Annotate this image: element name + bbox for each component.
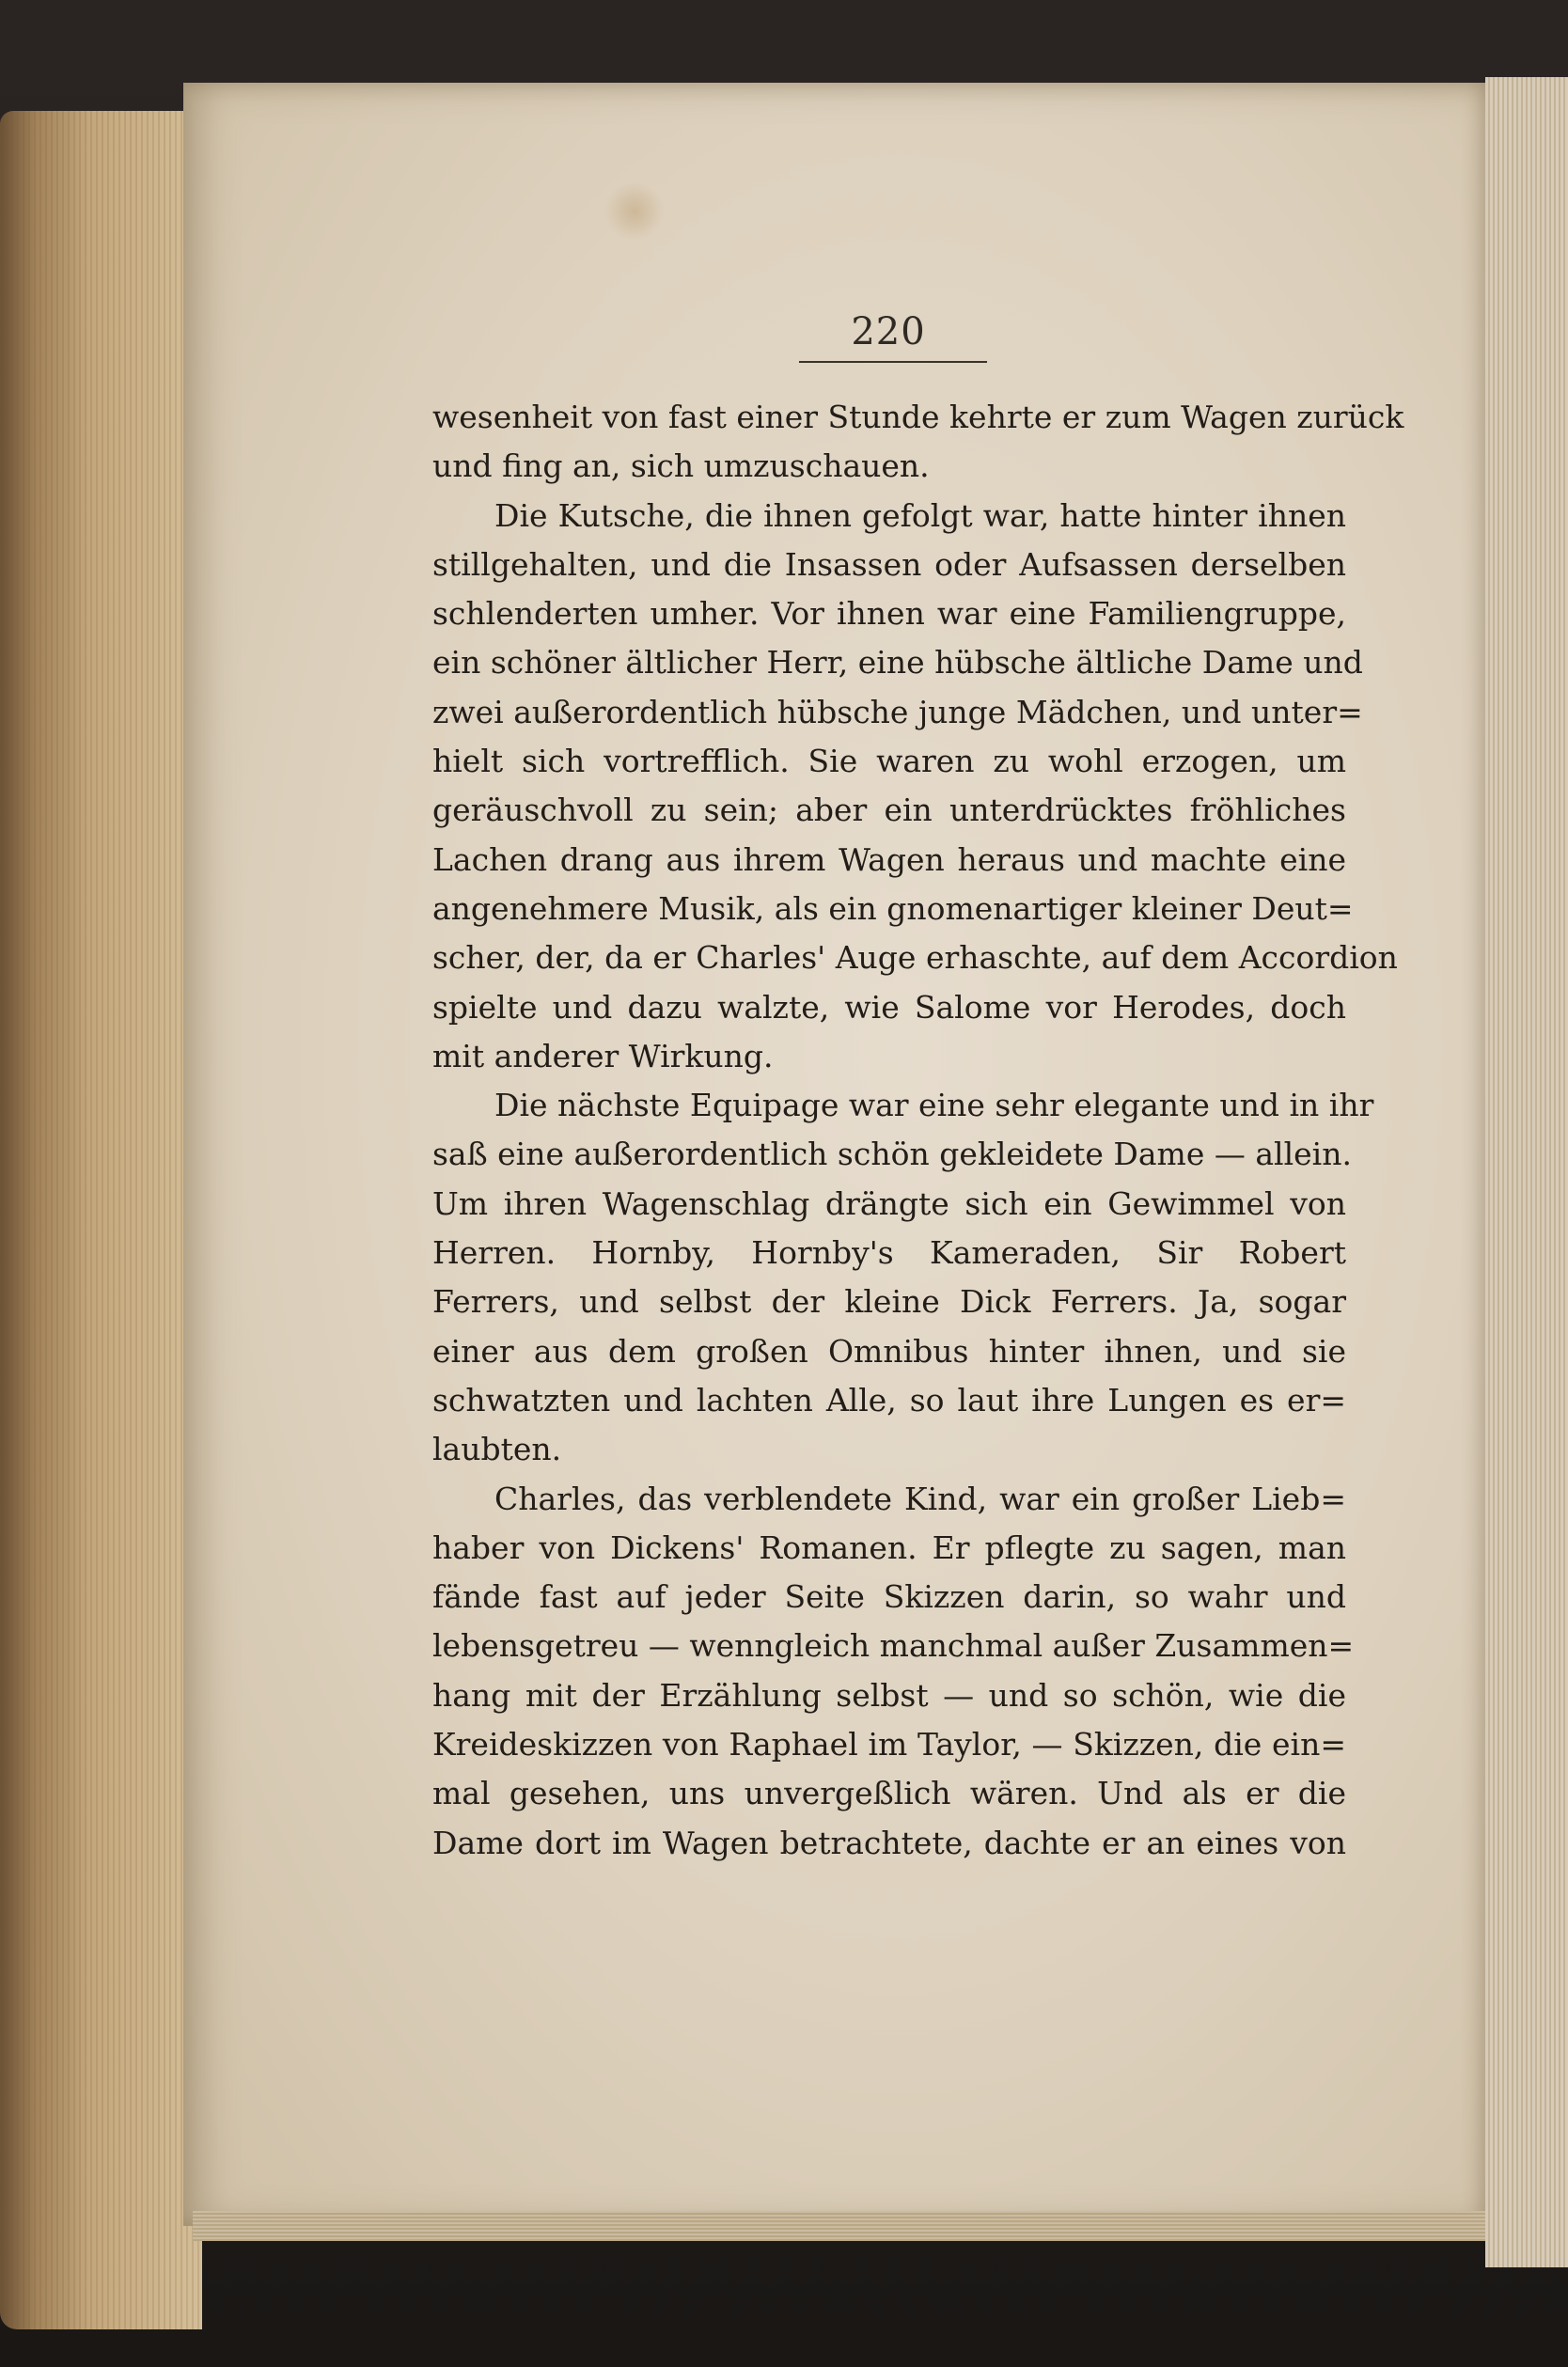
text-line: Die nächste Equipage war eine sehr elegante und in ihr (494, 1087, 1374, 1124)
text-line: und fing an, sich umzuschauen. (432, 447, 930, 485)
text-line: Dame dort im Wagen betrachtete, dachte er an eines von (432, 1824, 1346, 1861)
text-line: Lachen drang aus ihrem Wagen heraus und machte eine (432, 840, 1346, 878)
text-line: hielt sich vortrefflich. Sie waren zu wohl erzogen, um (432, 743, 1346, 780)
text-line: angenehmere Musik, als ein gnomenartiger kleiner Deut= (432, 889, 1354, 927)
text-line: Charles, das verblendete Kind, war ein großer Lieb= (494, 1480, 1346, 1517)
text-line: mit anderer Wirkung. (432, 1037, 774, 1074)
text-line: Um ihren Wagenschlag drängte sich ein Gewimmel von (432, 1184, 1346, 1222)
text-line: saß eine außerordentlich schön gekleidete Dame — allein. (432, 1136, 1352, 1173)
text-line: fände fast auf jeder Seite Skizzen darin, so wahr und (432, 1578, 1346, 1616)
text-line: Ferrers, und selbst der kleine Dick Ferrers. Ja, sogar (432, 1283, 1346, 1321)
text-line: hang mit der Erzählung selbst — und so schön, wie die (432, 1676, 1346, 1714)
text-line: ein schöner ältlicher Herr, eine hübsche ältliche Dame und (432, 644, 1363, 682)
text-line: haber von Dickens' Romanen. Er pflegte zu sagen, man (432, 1528, 1346, 1566)
text-line: mal gesehen, uns unvergeßlich wären. Und als er die (432, 1775, 1346, 1812)
text-line: geräuschvoll zu sein; aber ein unterdrücktes fröhliches (432, 792, 1346, 829)
text-line: zwei außerordentlich hübsche junge Mädchen, und unter= (432, 693, 1363, 730)
book-page-edges (0, 111, 202, 2329)
text-line: einer aus dem großen Omnibus hinter ihnen, und sie (432, 1332, 1346, 1370)
text-line: schlenderten umher. Vor ihnen war eine Familiengruppe, (432, 595, 1346, 633)
text-line: Herren. Hornby, Hornby's Kameraden, Sir Robert (432, 1234, 1346, 1272)
header-rule (799, 361, 987, 363)
text-line: laubten. (432, 1431, 562, 1468)
text-line: spielte und dazu walzte, wie Salome vor Herodes, doch (432, 988, 1346, 1026)
body-text (432, 393, 1404, 1868)
text-line: lebensgetreu — wenngleich manchmal außer Zusammen= (432, 1627, 1355, 1665)
text-line: schwatzten und lachten Alle, so laut ihre Lungen es er= (432, 1381, 1346, 1419)
page-number: 220 (851, 310, 926, 353)
text-line: Die Kutsche, die ihnen gefolgt war, hatte hinter ihnen (494, 496, 1346, 534)
facing-page-edge (1485, 77, 1568, 2267)
text-line: wesenheit von fast einer Stunde kehrte er zum Wagen zurück (432, 399, 1404, 435)
text-line: scher, der, da er Charles' Auge erhaschte, auf dem Accordion (432, 939, 1398, 977)
text-line: stillgehalten, und die Insassen oder Aufsassen derselben (432, 545, 1346, 583)
paper-stain (602, 183, 667, 240)
page-stack-bottom (193, 2211, 1485, 2241)
text-line: Kreideskizzen von Raphael im Taylor, — Skizzen, die ein= (432, 1726, 1346, 1763)
